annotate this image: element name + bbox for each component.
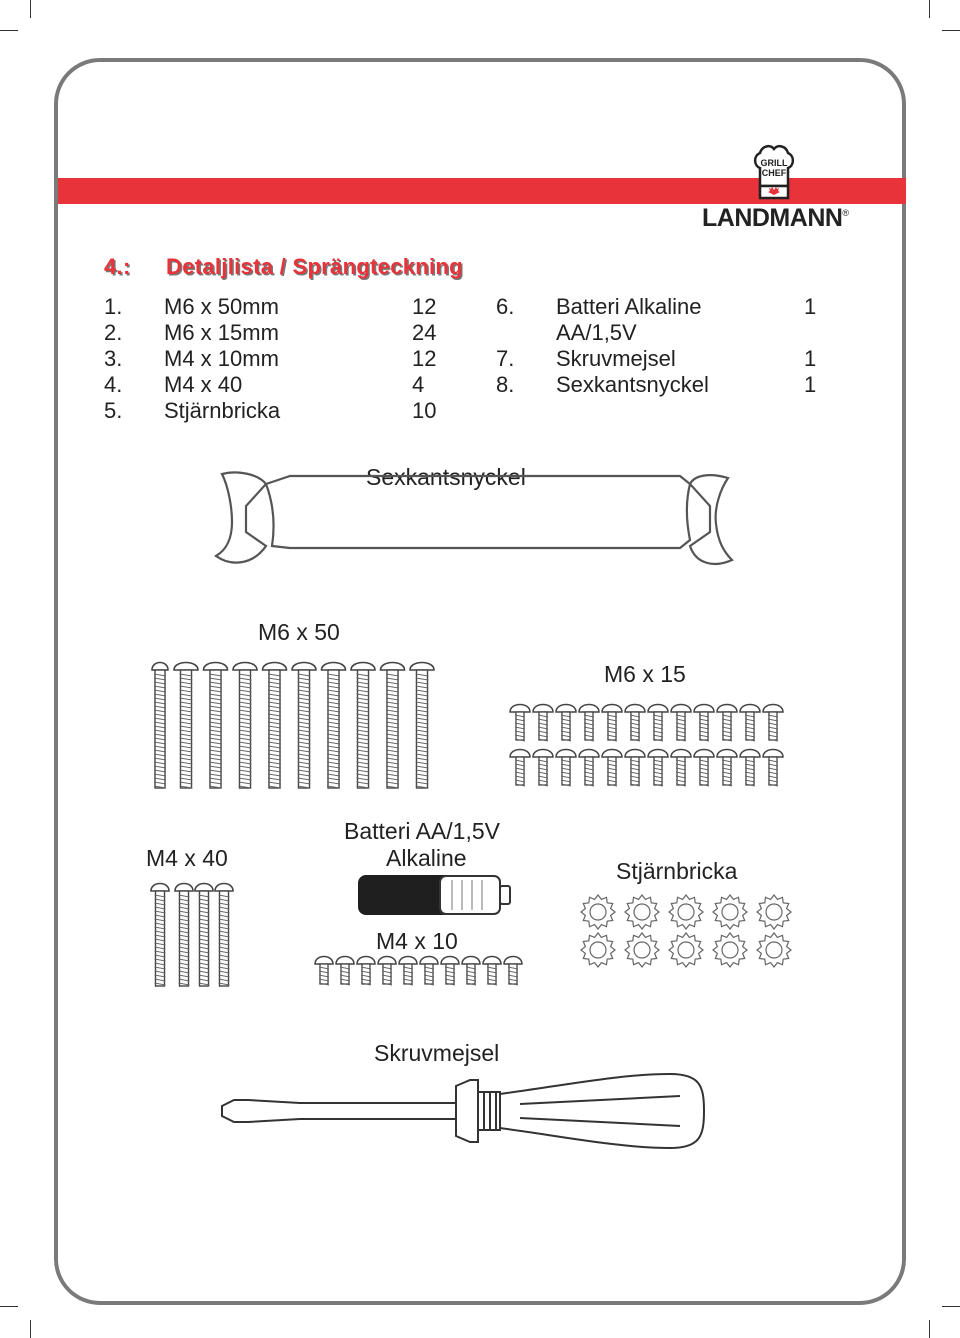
screw [763,705,783,742]
screw [694,750,714,787]
wrench-illustration [216,472,732,563]
screw [510,705,530,742]
item-number: 4. [104,372,123,397]
screw [602,705,622,742]
screw [175,884,193,987]
registered-mark: ® [842,208,849,218]
m4x40-screws [151,884,233,987]
star-washers [581,895,791,967]
screw [648,705,668,742]
screw [625,750,645,787]
item-number: 3. [104,346,123,371]
section-number: 4.: [104,254,131,279]
screw [483,957,501,986]
item-qty: 1 [804,372,817,397]
item-qty: 12 [412,346,437,371]
screw [533,750,553,787]
screw [648,750,668,787]
screw [671,750,691,787]
item-qty: 1 [804,346,817,371]
screw [152,663,168,789]
item-number: 8. [496,372,515,397]
screw [336,957,354,986]
screw [717,705,737,742]
screw [292,663,316,789]
screw [441,957,459,986]
hat-text-grill: GRILL [760,158,788,168]
battery-illustration [358,875,510,915]
washer [669,933,703,967]
screw [381,663,405,789]
screw [357,957,375,986]
item-number: 7. [496,346,515,371]
label-m6x15: M6 x 15 [604,661,686,687]
screw [410,663,434,789]
item-number: 1. [104,294,123,319]
item-qty: 4 [412,372,425,397]
washer [581,895,615,929]
screw [556,750,576,787]
screw [263,663,287,789]
screw [504,957,522,986]
screw [215,884,233,987]
brand-name-text: LANDMANN [702,204,843,232]
item-qty: 10 [412,398,437,423]
screw [625,705,645,742]
screw [378,957,396,986]
screw [351,663,375,789]
screw [315,957,333,986]
screw [533,705,553,742]
screw [602,750,622,787]
hat-text-chef: CHEF [761,168,787,178]
label-m6x50: M6 x 50 [258,619,340,645]
screw [174,663,198,789]
screw [671,705,691,742]
screw [740,705,760,742]
screw [763,750,783,787]
screw [579,705,599,742]
label-screwdriver: Skruvmejsel [374,1040,500,1066]
item-name: Sexkantsnyckel [556,372,709,397]
washer [581,933,615,967]
label-battery-2: Alkaline [386,845,467,871]
section-title: Detaljlista / Sprängteckning [166,254,463,279]
m6x15-screws [510,705,783,787]
screw [204,663,228,789]
washer [757,933,791,967]
screw [233,663,257,789]
item-name: M6 x 15mm [164,320,279,345]
item-name: Stjärnbricka [164,398,281,423]
washer [757,895,791,929]
label-washer: Stjärnbricka [616,858,738,884]
item-qty: 24 [412,320,437,345]
screw [717,750,737,787]
screw [462,957,480,986]
item-name: Skruvmejsel [556,346,676,371]
screw [556,705,576,742]
item-name: M4 x 10mm [164,346,279,371]
m4x10-screws [315,957,522,986]
screw [510,750,530,787]
item-qty: 1 [804,294,817,319]
item-name: Batteri Alkaline [556,294,702,319]
screw [399,957,417,986]
screw [420,957,438,986]
item-name: M4 x 40 [164,372,243,397]
item-name: AA/1,5V [556,320,637,345]
screwdriver-illustration [222,1074,704,1148]
washer [625,933,659,967]
washer [669,895,703,929]
label-battery-1: Batteri AA/1,5V [344,818,500,844]
screw [322,663,346,789]
m6x50-screws [152,663,434,789]
washer [713,933,747,967]
screw [195,884,213,987]
label-m4x40: M4 x 40 [146,845,228,871]
washer [713,895,747,929]
item-number: 6. [496,294,515,319]
item-number: 5. [104,398,123,423]
screw [151,884,169,987]
screw [579,750,599,787]
screw [694,705,714,742]
screw [740,750,760,787]
item-name: M6 x 50mm [164,294,279,319]
item-qty: 12 [412,294,437,319]
label-m4x10: M4 x 10 [376,928,458,954]
washer [625,895,659,929]
label-wrench: Sexkantsnyckel [366,464,526,490]
item-number: 2. [104,320,123,345]
